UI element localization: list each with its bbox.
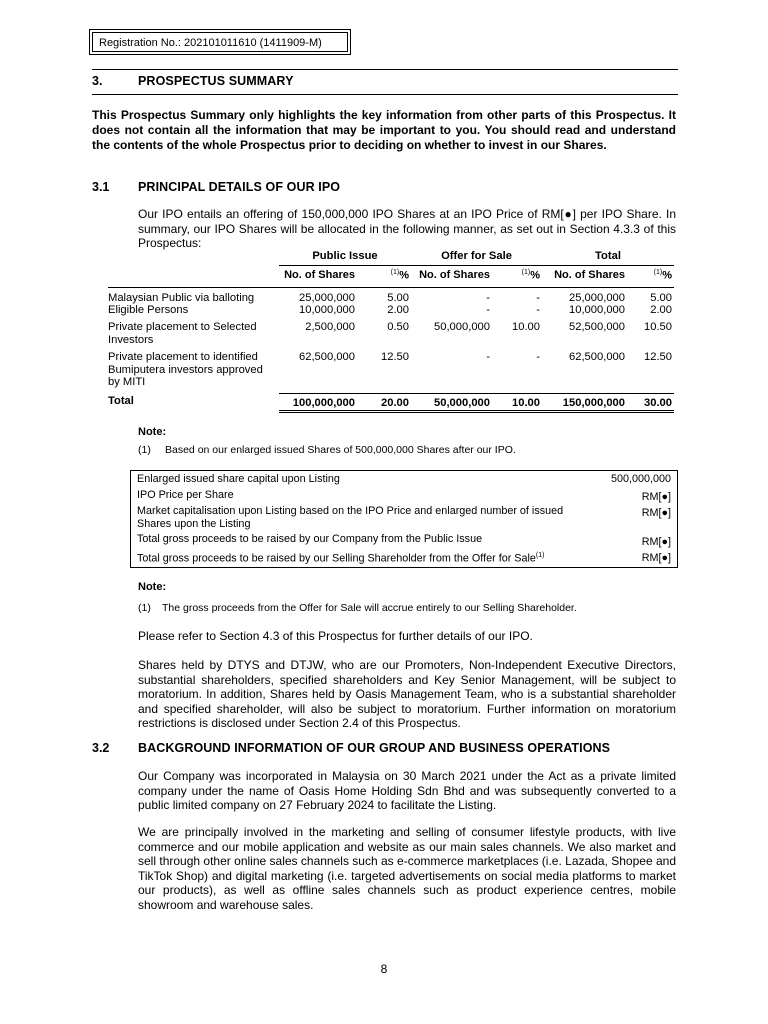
note-marker: (1) bbox=[138, 602, 151, 614]
ipo-summary-box bbox=[130, 470, 678, 568]
group-total: Total bbox=[595, 250, 621, 262]
footnote-marker: (1) bbox=[535, 552, 545, 559]
subsection-3-2-title: BACKGROUND INFORMATION OF OUR GROUP AND BUSINESS OPERATIONS bbox=[138, 741, 611, 755]
footnote-marker: (1) bbox=[653, 268, 663, 276]
total-shares: 25,000,000 bbox=[542, 287, 631, 304]
ofs-pct: 10.00 bbox=[512, 321, 540, 333]
table-row bbox=[108, 321, 674, 351]
total-shares: 52,500,000 bbox=[569, 321, 625, 333]
pi-shares: 2,500,000 bbox=[305, 321, 355, 333]
summary-row bbox=[137, 550, 671, 564]
subsection-3-1-title: PRINCIPAL DETAILS OF OUR IPO bbox=[138, 180, 341, 194]
pi-shares: 62,500,000 bbox=[299, 351, 355, 363]
summary-intro: This Prospectus Summary only highlights the key information from other parts of this Prospectus. It does not contain all the information that may be important to you. You should read and understand the contents of the whole Prospectus prior to deciding on whether to invest in our Shares. bbox=[92, 108, 676, 152]
row-label: Eligible Persons bbox=[108, 304, 189, 316]
registration-number: Registration No.: 202101011610 (1411909-M) bbox=[92, 32, 348, 52]
summary-value: RM[●] bbox=[641, 552, 671, 564]
table-column-header bbox=[108, 265, 674, 287]
business-paragraph: We are principally involved in the marketing and selling of consumer lifestyle products, with live commerce and our mobile application and website as our main sales channels. We also market and sell through other online sales channels such as e-commerce marketplaces (i.e. Lazada, Shopee and TikTok Shop) and digital marketing (i.e. targeted advertisements on social media platforms to market our products), as well as offline sales channels such as product experience centres, mobile showroom and warehouse sales. bbox=[138, 825, 676, 912]
col-pi-pct bbox=[361, 265, 411, 287]
page-number: 8 bbox=[380, 962, 388, 976]
note-heading: Note: bbox=[138, 426, 167, 438]
ofs-pct: - bbox=[536, 351, 540, 363]
ipo-allocation-table bbox=[108, 250, 674, 413]
summary-value: RM[●] bbox=[641, 507, 671, 519]
total-pct: 30.00 bbox=[631, 393, 674, 411]
section-bottom-rule bbox=[92, 94, 678, 95]
total-shares: 62,500,000 bbox=[569, 351, 625, 363]
section-number: 3. bbox=[92, 74, 103, 88]
summary-label: IPO Price per Share bbox=[137, 489, 234, 501]
total-pct: 12.50 bbox=[644, 351, 672, 363]
summary-label: Enlarged issued share capital upon Listing bbox=[137, 473, 340, 485]
pi-pct: 2.00 bbox=[387, 304, 409, 316]
group-offer-for-sale: Offer for Sale bbox=[441, 250, 512, 262]
pi-pct: 12.50 bbox=[381, 351, 409, 363]
total-label: Total bbox=[108, 395, 134, 407]
summary-label: Market capitalisation upon Listing based on the IPO Price and enlarged number of issued Shares upon the Listing bbox=[137, 505, 564, 530]
pi-pct: 5.00 bbox=[361, 287, 411, 304]
total-shares: 150,000,000 bbox=[542, 393, 631, 411]
note-text: The gross proceeds from the Offer for Sale will accrue entirely to our Selling Shareholder. bbox=[162, 602, 577, 614]
pct-sign: % bbox=[530, 269, 540, 282]
subsection-3-1-number: 3.1 bbox=[92, 180, 110, 194]
col-total-pct bbox=[631, 265, 674, 287]
note-marker: (1) bbox=[138, 444, 151, 456]
summary-value: RM[●] bbox=[641, 536, 671, 548]
pct-sign: % bbox=[662, 269, 672, 282]
group-public-issue: Public Issue bbox=[312, 250, 378, 262]
col-ofs-pct bbox=[496, 265, 542, 287]
ofs-shares: - bbox=[486, 351, 490, 363]
ipo-offering-paragraph: Our IPO entails an offering of 150,000,000 IPO Shares at an IPO Price of RM[●] per IPO Share. In summary, our IPO Shares will be allocated in the following manner, as set out in Section 4.3.3 of this Prospectus: bbox=[138, 207, 676, 250]
table-row bbox=[108, 351, 674, 393]
summary-value: 500,000,000 bbox=[610, 473, 671, 485]
summary-label-text: Total gross proceeds to be raised by our Selling Shareholder from the Offer for Sale bbox=[137, 552, 536, 565]
moratorium-paragraph: Shares held by DTYS and DTJW, who are our Promoters, Non-Independent Executive Directors, substantial shareholders, specified shareholders and Key Senior Management, will be subject to moratorium. In addition, Shares held by Oasis Management Team, who is a substantial shareholder and specified shareholder, will also be subject to moratorium. Further information on moratorium restrictions is disclosed under Section 2.4 of this Prospectus. bbox=[138, 658, 676, 730]
summary-label bbox=[137, 550, 582, 565]
ofs-shares: 50,000,000 bbox=[434, 321, 490, 333]
ofs-shares: 50,000,000 bbox=[411, 393, 496, 411]
col-pi-shares: No. of Shares bbox=[279, 265, 361, 287]
summary-row bbox=[137, 533, 671, 547]
summary-label: Total gross proceeds to be raised by our Company from the Public Issue bbox=[137, 533, 483, 545]
summary-value: RM[●] bbox=[641, 491, 671, 503]
table-row bbox=[108, 304, 674, 321]
total-pct: 10.50 bbox=[644, 321, 672, 333]
total-pct: 2.00 bbox=[650, 304, 672, 316]
col-total-shares: No. of Shares bbox=[542, 265, 631, 287]
row-label: Private placement to Selected Investors bbox=[108, 321, 257, 346]
summary-row bbox=[137, 505, 671, 531]
pi-pct: 0.50 bbox=[387, 321, 409, 333]
ofs-shares: - bbox=[486, 304, 490, 316]
note-text: Based on our enlarged issued Shares of 500,000,000 Shares after our IPO. bbox=[165, 444, 516, 456]
section-title: PROSPECTUS SUMMARY bbox=[138, 74, 294, 88]
pi-pct: 20.00 bbox=[361, 393, 411, 411]
note-heading: Note: bbox=[138, 581, 167, 593]
pi-shares: 25,000,000 bbox=[279, 287, 361, 304]
total-shares: 10,000,000 bbox=[569, 304, 625, 316]
ofs-pct: - bbox=[536, 304, 540, 316]
pct-sign: % bbox=[399, 269, 409, 282]
pi-shares: 10,000,000 bbox=[299, 304, 355, 316]
pi-shares: 100,000,000 bbox=[279, 393, 361, 411]
ofs-pct: 10.00 bbox=[496, 393, 542, 411]
total-pct: 5.00 bbox=[631, 287, 674, 304]
summary-row bbox=[137, 473, 671, 487]
incorporation-paragraph: Our Company was incorporated in Malaysia on 30 March 2021 under the Act as a private limited company under the name of Oasis Home Holding Sdn Bhd and was subsequently converted to a public limited company on 27 February 2024 to facilitate the Listing. bbox=[138, 769, 676, 812]
footnote-marker: (1) bbox=[390, 268, 400, 276]
ofs-pct: - bbox=[496, 287, 542, 304]
table-group-header bbox=[108, 250, 674, 265]
refer-paragraph: Please refer to Section 4.3 of this Prospectus for further details of our IPO. bbox=[138, 629, 533, 643]
row-label: Malaysian Public via balloting bbox=[108, 287, 279, 304]
footnote-marker: (1) bbox=[521, 268, 531, 276]
row-label: Private placement to identified Bumiputera investors approved by MITI bbox=[108, 351, 263, 388]
table-total-row bbox=[108, 393, 674, 411]
summary-row bbox=[137, 489, 671, 503]
col-ofs-shares: No. of Shares bbox=[411, 265, 496, 287]
section-top-rule bbox=[92, 69, 678, 70]
ofs-shares: - bbox=[411, 287, 496, 304]
subsection-3-2-number: 3.2 bbox=[92, 741, 110, 755]
table-row bbox=[108, 287, 674, 304]
